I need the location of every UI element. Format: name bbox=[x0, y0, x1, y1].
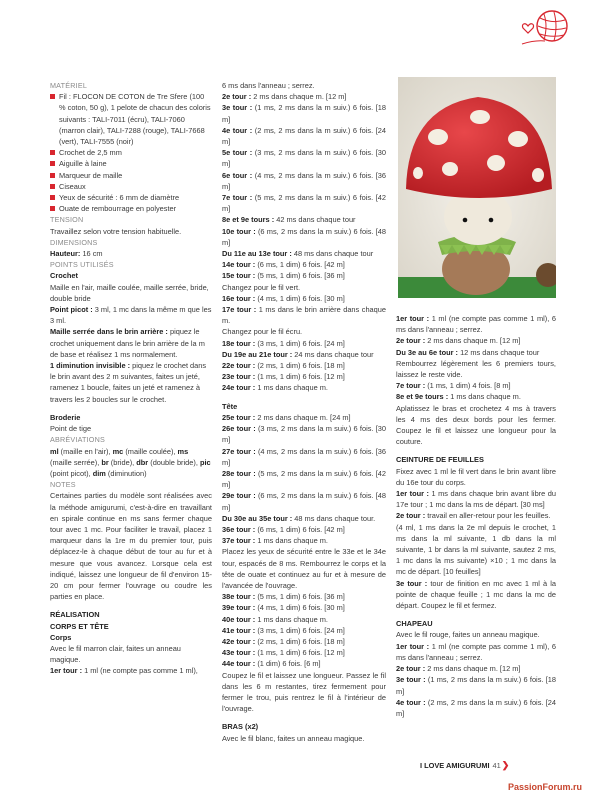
materiel-list bbox=[50, 91, 212, 214]
instruction-line bbox=[222, 412, 386, 423]
instruction-line bbox=[396, 674, 556, 696]
round-text: 12 ms dans chaque tour bbox=[458, 347, 540, 357]
page-number: 41 bbox=[492, 761, 501, 770]
mushroom-amigurumi-photo bbox=[398, 77, 556, 298]
round-text: (5 ms, 1 dim) 6 fois. [36 m] bbox=[255, 271, 345, 281]
round-text: 1 ml (ne compte pas comme 1 ml), 6 ms dans l'anneau ; serrez. bbox=[396, 314, 556, 335]
abbr-def: (maille en l'air), bbox=[58, 446, 113, 456]
materiel-item: Crochet de 2,5 mm bbox=[50, 147, 212, 158]
msba-label: Maille serrée dans le brin arrière : bbox=[50, 327, 168, 337]
instruction-line bbox=[222, 338, 386, 349]
square-bullet-icon bbox=[50, 173, 55, 178]
round-text: (2 ms, 2 ms dans la m suiv.) 6 fois. [24 m] bbox=[396, 697, 556, 718]
round-text: (4 ms, 1 dim) 6 fois. [30 m] bbox=[255, 293, 345, 303]
section-heading-points: POINTS UTILISÉS bbox=[50, 260, 114, 270]
page-footer bbox=[420, 760, 509, 771]
instruction-line bbox=[396, 347, 556, 358]
instruction-line bbox=[396, 641, 556, 663]
round-text: (1 ms, 2 ms dans la m suiv.) 6 fois. [18 m] bbox=[222, 103, 387, 124]
abbr-def: (point picot), bbox=[50, 468, 93, 478]
abbr-term: dbr bbox=[136, 457, 149, 467]
round-text: (6 ms, 1 dim) 6 fois. [42 m] bbox=[255, 524, 345, 534]
instruction-line bbox=[396, 358, 556, 380]
abbr-term: ml bbox=[50, 446, 59, 456]
instruction-line bbox=[222, 382, 386, 393]
materiel-item: Ouate de rembourrage en polyester bbox=[50, 203, 212, 214]
round-label: 14e tour : bbox=[222, 260, 256, 270]
abbr-def: (diminution) bbox=[105, 468, 147, 478]
instruction-line bbox=[396, 403, 556, 448]
instruction-line bbox=[222, 614, 386, 625]
instruction-line bbox=[396, 697, 556, 719]
round-text: Avec le fil rouge, faites un anneau magique. bbox=[396, 630, 540, 640]
abbr-term: ms bbox=[177, 446, 189, 456]
bras-text: Avec le fil blanc, faites un anneau magique. bbox=[222, 733, 365, 743]
instruction-line bbox=[222, 125, 386, 147]
round-text: (5 ms, 1 dim) 6 fois. [36 m] bbox=[255, 592, 345, 602]
round-label: 1er tour : bbox=[396, 489, 429, 499]
round-label: 2e tour : bbox=[222, 92, 252, 102]
tete-title: Tête bbox=[222, 401, 238, 411]
instruction-line bbox=[396, 629, 556, 640]
instruction-line bbox=[222, 293, 386, 304]
dim-line bbox=[50, 360, 212, 405]
square-bullet-icon bbox=[50, 94, 55, 99]
round-label: 23e tour : bbox=[222, 372, 256, 382]
round-text: (5 ms, 2 ms dans la m suiv.) 6 fois. [42 m] bbox=[222, 193, 387, 214]
instruction-line bbox=[222, 591, 386, 602]
round-text: (3 ms, 2 ms dans la m suiv.) 6 fois. [30 m] bbox=[222, 148, 387, 169]
instruction-line bbox=[222, 446, 386, 468]
round-label: 15e tour : bbox=[222, 271, 256, 281]
bras-rounds bbox=[396, 313, 556, 447]
round-label: 16e tour : bbox=[222, 293, 256, 303]
round-label: 44e tour : bbox=[222, 659, 256, 669]
round-label: 2e tour : bbox=[396, 511, 426, 521]
round-label: 10e tour : bbox=[222, 226, 256, 236]
section-heading-abbr: ABRÉVIATIONS bbox=[50, 435, 105, 445]
abbr-term: pic bbox=[199, 457, 211, 467]
watermark: PassionForum.ru bbox=[507, 782, 582, 792]
instruction-line bbox=[222, 670, 386, 715]
corps-tete-heading: CORPS ET TÊTE bbox=[50, 621, 109, 631]
abbr-def: (double bride), bbox=[148, 457, 200, 467]
instruction-line bbox=[222, 647, 386, 658]
instruction-line bbox=[222, 602, 386, 613]
round-text: 1 ms dans chaque m. bbox=[255, 383, 328, 393]
round-text: (6 ms, 1 dim) 6 fois. [42 m] bbox=[255, 260, 345, 270]
round-text: (4 ms, 2 ms dans la m suiv.) 6 fois. [36 m] bbox=[222, 170, 387, 191]
round-label: Du 19e au 21e tour : bbox=[222, 349, 293, 359]
abbr-term: dim bbox=[92, 468, 106, 478]
round-label: 36e tour : bbox=[222, 524, 256, 534]
instruction-line bbox=[222, 468, 386, 490]
instruction-line bbox=[222, 423, 386, 445]
tour1-line bbox=[50, 665, 212, 676]
round-label: 22e tour : bbox=[222, 361, 256, 371]
instruction-line bbox=[222, 304, 386, 326]
round-text: (1 ms, 2 ms dans la m suiv.) 6 fois. [18 m] bbox=[396, 675, 556, 696]
picot-line bbox=[50, 304, 212, 326]
tour1-text: 1 ml (ne compte pas comme 1 ml), bbox=[82, 666, 198, 676]
round-label: Du 30e au 35e tour : bbox=[222, 513, 293, 523]
instruction-line bbox=[222, 226, 386, 248]
instruction-line bbox=[222, 360, 386, 371]
round-text: (2 ms, 1 dim) 6 fois. [18 m] bbox=[255, 361, 345, 371]
column-right bbox=[396, 313, 556, 719]
notes-text: Certaines parties du modèle sont réalisées avec la méthode amigurumi, c'est-à-dire en travaillant en spirale continue en ms sans fermer chaque tour avec 1 mc. Pour faciliter le travail, placez 1 marqueur dans la 1re m du premier tour, puis déplacez-le à chaque début de tour au fur et à mesure que vous avancez. Lorsque cela est indiqué, laissez une longueur de fil d'environ 15-20 cm pour fermer l'ouvrage ou coudre les parties en place. bbox=[50, 491, 212, 602]
round-text: (1 ms, 1 dim) 6 fois. [12 m] bbox=[255, 648, 345, 658]
square-bullet-icon bbox=[50, 195, 55, 200]
round-text: 1 ms dans chaque m. bbox=[255, 614, 328, 624]
instruction-line bbox=[222, 524, 386, 535]
round-text: 1 ml (ne compte pas comme 1 ml), 6 ms dans l'anneau ; serrez. bbox=[396, 641, 556, 662]
round-text: (4 ml, 1 ms dans la 2e ml depuis le crochet, 1 ms dans la ml suivante, 1 db dans la ml suivante, 1 br dans la ml suivante, sautez 2 ms, 1 mc dans la ms suivante) ×10 ; 1 mc dans la mc de départ. [10 feuilles] bbox=[396, 522, 556, 577]
round-label: 38e tour : bbox=[222, 592, 256, 602]
round-text: 24 ms dans chaque tour bbox=[292, 349, 374, 359]
instruction-line bbox=[222, 282, 386, 293]
materiel-item: Aiguille à laine bbox=[50, 158, 212, 169]
round-text: (1 dim) 6 fois. [6 m] bbox=[255, 659, 321, 669]
materiel-item: Ciseaux bbox=[50, 181, 212, 192]
msba-text: piquez le crochet uniquement dans le brin arrière de la m de base et réalisez 1 ms normalement. bbox=[50, 327, 205, 359]
round-text: (3 ms, 2 ms dans la m suiv.) 6 fois. [30 m] bbox=[222, 424, 386, 445]
round-label: 8e et 9e tours : bbox=[222, 215, 275, 225]
round-text: tour de finition en mc avec 1 ml à la pointe de chaque feuille ; 1 mc dans la mc de départ. Coupez le fil et fermez. bbox=[396, 578, 557, 611]
instruction-line bbox=[222, 546, 386, 591]
round-text: 1 ms dans chaque brin avant libre du 17e tour ; 1 mc dans la ms de départ. [30 ms] bbox=[396, 489, 556, 510]
abbr-def: (bride), bbox=[108, 457, 137, 467]
round-label: 26e tour : bbox=[222, 424, 256, 434]
crochet-title: Crochet bbox=[50, 271, 78, 281]
round-text: (1 ms, 1 dim) 4 fois. [8 m] bbox=[425, 381, 511, 391]
round-label: 18e tour : bbox=[222, 338, 256, 348]
instruction-line bbox=[222, 170, 386, 192]
round-label: Du 3e au 6e tour : bbox=[396, 347, 459, 357]
round-text: 1 ms dans chaque m. bbox=[448, 392, 521, 402]
broderie-text: Point de tige bbox=[50, 424, 92, 434]
round-text: Changez pour le fil écru. bbox=[222, 327, 303, 337]
ceinture-title: CEINTURE DE FEUILLES bbox=[396, 455, 484, 465]
instruction-line bbox=[396, 578, 556, 612]
round-label: 17e tour : bbox=[222, 305, 257, 315]
instruction-line bbox=[222, 535, 386, 546]
corps-title: Corps bbox=[50, 632, 72, 642]
instruction-line bbox=[222, 102, 386, 124]
instruction-line bbox=[222, 248, 386, 259]
round-label: 27e tour : bbox=[222, 446, 256, 456]
round-text: (6 ms, 2 ms dans la m suiv.) 6 fois. [48 m] bbox=[222, 226, 386, 247]
round-label: 3e tour : bbox=[222, 103, 253, 113]
square-bullet-icon bbox=[50, 150, 55, 155]
round-label: 40e tour : bbox=[222, 614, 256, 624]
yarn-ball-heart-icon bbox=[520, 4, 570, 48]
instruction-line bbox=[222, 270, 386, 281]
round-text: 1 ms dans chaque m. bbox=[255, 536, 328, 546]
abbr-def: (maille coulée), bbox=[123, 446, 178, 456]
round-label: 37e tour : bbox=[222, 536, 256, 546]
round-text: 42 ms dans chaque tour bbox=[274, 215, 356, 225]
corps-text: Avec le fil marron clair, faites un anneau magique. bbox=[50, 643, 181, 665]
round-text: 48 ms dans chaque tour. bbox=[292, 513, 376, 523]
round-label: 3e tour : bbox=[396, 578, 428, 588]
round-label: 8e et 9e tours : bbox=[396, 392, 449, 402]
round-text: (2 ms, 1 dim) 6 fois. [18 m] bbox=[255, 636, 345, 646]
round-text: (4 ms, 2 ms dans la m suiv.) 6 fois. [36 m] bbox=[222, 446, 386, 467]
round-label: 28e tour : bbox=[222, 468, 256, 478]
corps-rounds bbox=[222, 80, 386, 394]
round-label: 1er tour : bbox=[396, 314, 430, 323]
round-text: (3 ms, 1 dim) 6 fois. [24 m] bbox=[255, 338, 345, 348]
round-label: 7e tour : bbox=[396, 381, 426, 391]
round-label: 3e tour : bbox=[396, 675, 426, 685]
round-label: 4e tour : bbox=[396, 697, 426, 707]
instruction-line bbox=[396, 488, 556, 510]
instruction-line bbox=[396, 335, 556, 346]
round-text: 2 ms dans chaque m. [12 m] bbox=[425, 336, 521, 346]
square-bullet-icon bbox=[50, 206, 55, 211]
round-text: Changez pour le fil vert. bbox=[222, 282, 301, 292]
section-heading-dimensions: DIMENSIONS bbox=[50, 237, 98, 247]
round-text: (5 ms, 2 ms dans la m suiv.) 6 fois. [42 m] bbox=[222, 468, 386, 490]
round-text: (3 ms, 1 dim) 6 fois. [24 m] bbox=[255, 625, 345, 635]
arrow-right-icon: ❯ bbox=[501, 760, 510, 770]
round-text: 2 ms dans chaque m. [12 m] bbox=[425, 664, 521, 674]
round-text: (4 ms, 1 dim) 6 fois. [30 m] bbox=[255, 603, 345, 613]
column-left bbox=[50, 80, 212, 677]
materiel-item: Yeux de sécurité : 6 mm de diamètre bbox=[50, 192, 212, 203]
round-label: 6e tour : bbox=[222, 170, 253, 180]
instruction-line bbox=[222, 214, 386, 225]
magazine-name: I LOVE AMIGURUMI bbox=[420, 761, 490, 770]
round-label: 42e tour : bbox=[222, 636, 256, 646]
round-label: 41e tour : bbox=[222, 625, 256, 635]
abbr-term: mc bbox=[112, 446, 124, 456]
instruction-line bbox=[222, 513, 386, 524]
dimensions-line bbox=[50, 248, 212, 259]
instruction-line bbox=[396, 466, 556, 488]
picot-label: Point picot : bbox=[50, 305, 93, 315]
round-label: 25e tour : bbox=[222, 412, 256, 422]
instruction-line bbox=[222, 326, 386, 337]
round-text: 2 ms dans chaque m. [12 m] bbox=[251, 92, 347, 102]
round-label: 7e tour : bbox=[222, 193, 253, 203]
instruction-line bbox=[396, 522, 556, 578]
chapeau-title: CHAPEAU bbox=[396, 619, 433, 629]
dimensions-value: 16 cm bbox=[80, 249, 103, 259]
round-label: 29e tour : bbox=[222, 491, 256, 501]
chapeau-rounds bbox=[396, 629, 556, 719]
abbreviations-text bbox=[50, 446, 212, 480]
instruction-line bbox=[222, 658, 386, 669]
round-text: travail en aller-retour pour les feuilles. bbox=[425, 511, 551, 521]
instruction-line bbox=[222, 625, 386, 636]
ceinture-rounds bbox=[396, 466, 556, 612]
round-label: 39e tour : bbox=[222, 603, 256, 613]
round-text: Coupez le fil et laissez une longueur. Passez le fil dans les 6 m restantes, tirez fermement pour fermer le trou, puis rentrez le fil à l'intérieur de l'ouvrage. bbox=[222, 670, 386, 714]
round-label: 1er tour : bbox=[396, 641, 430, 651]
round-text: 6 ms dans l'anneau ; serrez. bbox=[222, 81, 315, 90]
bras-title: BRAS (x2) bbox=[222, 722, 259, 732]
tour1-label: 1er tour : bbox=[50, 666, 83, 676]
round-label: 2e tour : bbox=[396, 336, 426, 346]
section-heading-tension: TENSION bbox=[50, 215, 84, 225]
square-bullet-icon bbox=[50, 184, 55, 189]
instruction-line bbox=[222, 259, 386, 270]
round-text: 1 ms dans le brin arrière dans chaque m. bbox=[222, 305, 386, 326]
msba-line bbox=[50, 326, 212, 360]
abbr-def: (maille serrée), bbox=[50, 457, 102, 467]
round-text: Fixez avec 1 ml le fil vert dans le brin avant libre du 16e tour du corps. bbox=[396, 466, 556, 487]
abbr-term: br bbox=[101, 457, 109, 467]
instruction-line bbox=[222, 91, 386, 102]
round-text: (1 ms, 1 dim) 6 fois. [12 m] bbox=[255, 372, 345, 382]
section-heading-notes: NOTES bbox=[50, 480, 76, 490]
crochet-text: Maille en l'air, maille coulée, maille serrée, bride, double bride bbox=[50, 282, 209, 303]
dimensions-label: Hauteur: bbox=[50, 249, 81, 259]
round-text: Rembourrez légèrement les 6 premiers tours, laissez le reste vide. bbox=[396, 358, 556, 380]
round-label: 5e tour : bbox=[222, 148, 253, 158]
round-text: (6 ms, 2 ms dans la m suiv.) 6 fois. [48 m] bbox=[222, 491, 386, 512]
picot-text: 3 ml, 1 mc dans la même m que les 3 ml. bbox=[50, 305, 212, 326]
column-middle bbox=[222, 80, 386, 744]
round-text: Placez les yeux de sécurité entre le 33e et le 34e tour, espacés de 8 ms. Rembourrez le corps et la tête de ouate et continuez au fur et à mesure de l'avancée de l'ouvrage. bbox=[222, 547, 386, 590]
dim-label: 1 diminution invisible : bbox=[50, 361, 131, 371]
instruction-line bbox=[396, 313, 556, 335]
tension-text: Travaillez selon votre tension habituelle. bbox=[50, 226, 182, 236]
dim-text: piquez le crochet dans le brin avant des 2 m suivantes, faites un jeté, ramenez 1 boucle, faites un jeté et ramenez à travers les 2 boucles sur le crochet. bbox=[50, 361, 207, 404]
realisation-heading: RÉALISATION bbox=[50, 610, 100, 620]
section-heading-materiel: MATÉRIEL bbox=[50, 81, 88, 90]
instruction-line bbox=[396, 391, 556, 402]
instruction-line bbox=[222, 636, 386, 647]
instruction-line bbox=[396, 663, 556, 674]
instruction-line bbox=[396, 510, 556, 521]
round-label: 4e tour : bbox=[222, 125, 253, 135]
round-label: 2e tour : bbox=[396, 664, 426, 674]
instruction-line bbox=[222, 349, 386, 360]
instruction-line bbox=[222, 490, 386, 512]
instruction-line bbox=[222, 147, 386, 169]
round-label: Du 11e au 13e tour : bbox=[222, 249, 292, 259]
round-text: 2 ms dans chaque m. [24 m] bbox=[255, 412, 351, 422]
square-bullet-icon bbox=[50, 161, 55, 166]
round-text: Aplatissez le bras et crochetez 4 ms à travers les 4 ms des deux bords pour les fermer. Coupez le fil et laissez une longueur pour la couture. bbox=[396, 403, 556, 447]
round-text: 48 ms dans chaque tour bbox=[291, 249, 374, 259]
instruction-line bbox=[222, 80, 386, 91]
instruction-line bbox=[222, 192, 386, 214]
tete-rounds bbox=[222, 412, 386, 714]
instruction-line bbox=[222, 371, 386, 382]
round-label: 43e tour : bbox=[222, 648, 256, 658]
materiel-item: Fil : FLOCON DE COTON de Tre Sfere (100 % coton, 50 g), 1 pelote de chacun des coloris suivants : TALI-7011 (écru), TALI-7060 (marron clair), TALI-7288 (rouge), TALI-7668 (vert), TALI-7555 (noir) bbox=[50, 91, 212, 147]
broderie-title: Broderie bbox=[50, 412, 81, 422]
materiel-item: Marqueur de maille bbox=[50, 170, 212, 181]
round-label: 24e tour : bbox=[222, 383, 256, 393]
round-text: (2 ms, 2 ms dans la m suiv.) 6 fois. [24 m] bbox=[222, 125, 387, 147]
instruction-line bbox=[396, 380, 556, 391]
